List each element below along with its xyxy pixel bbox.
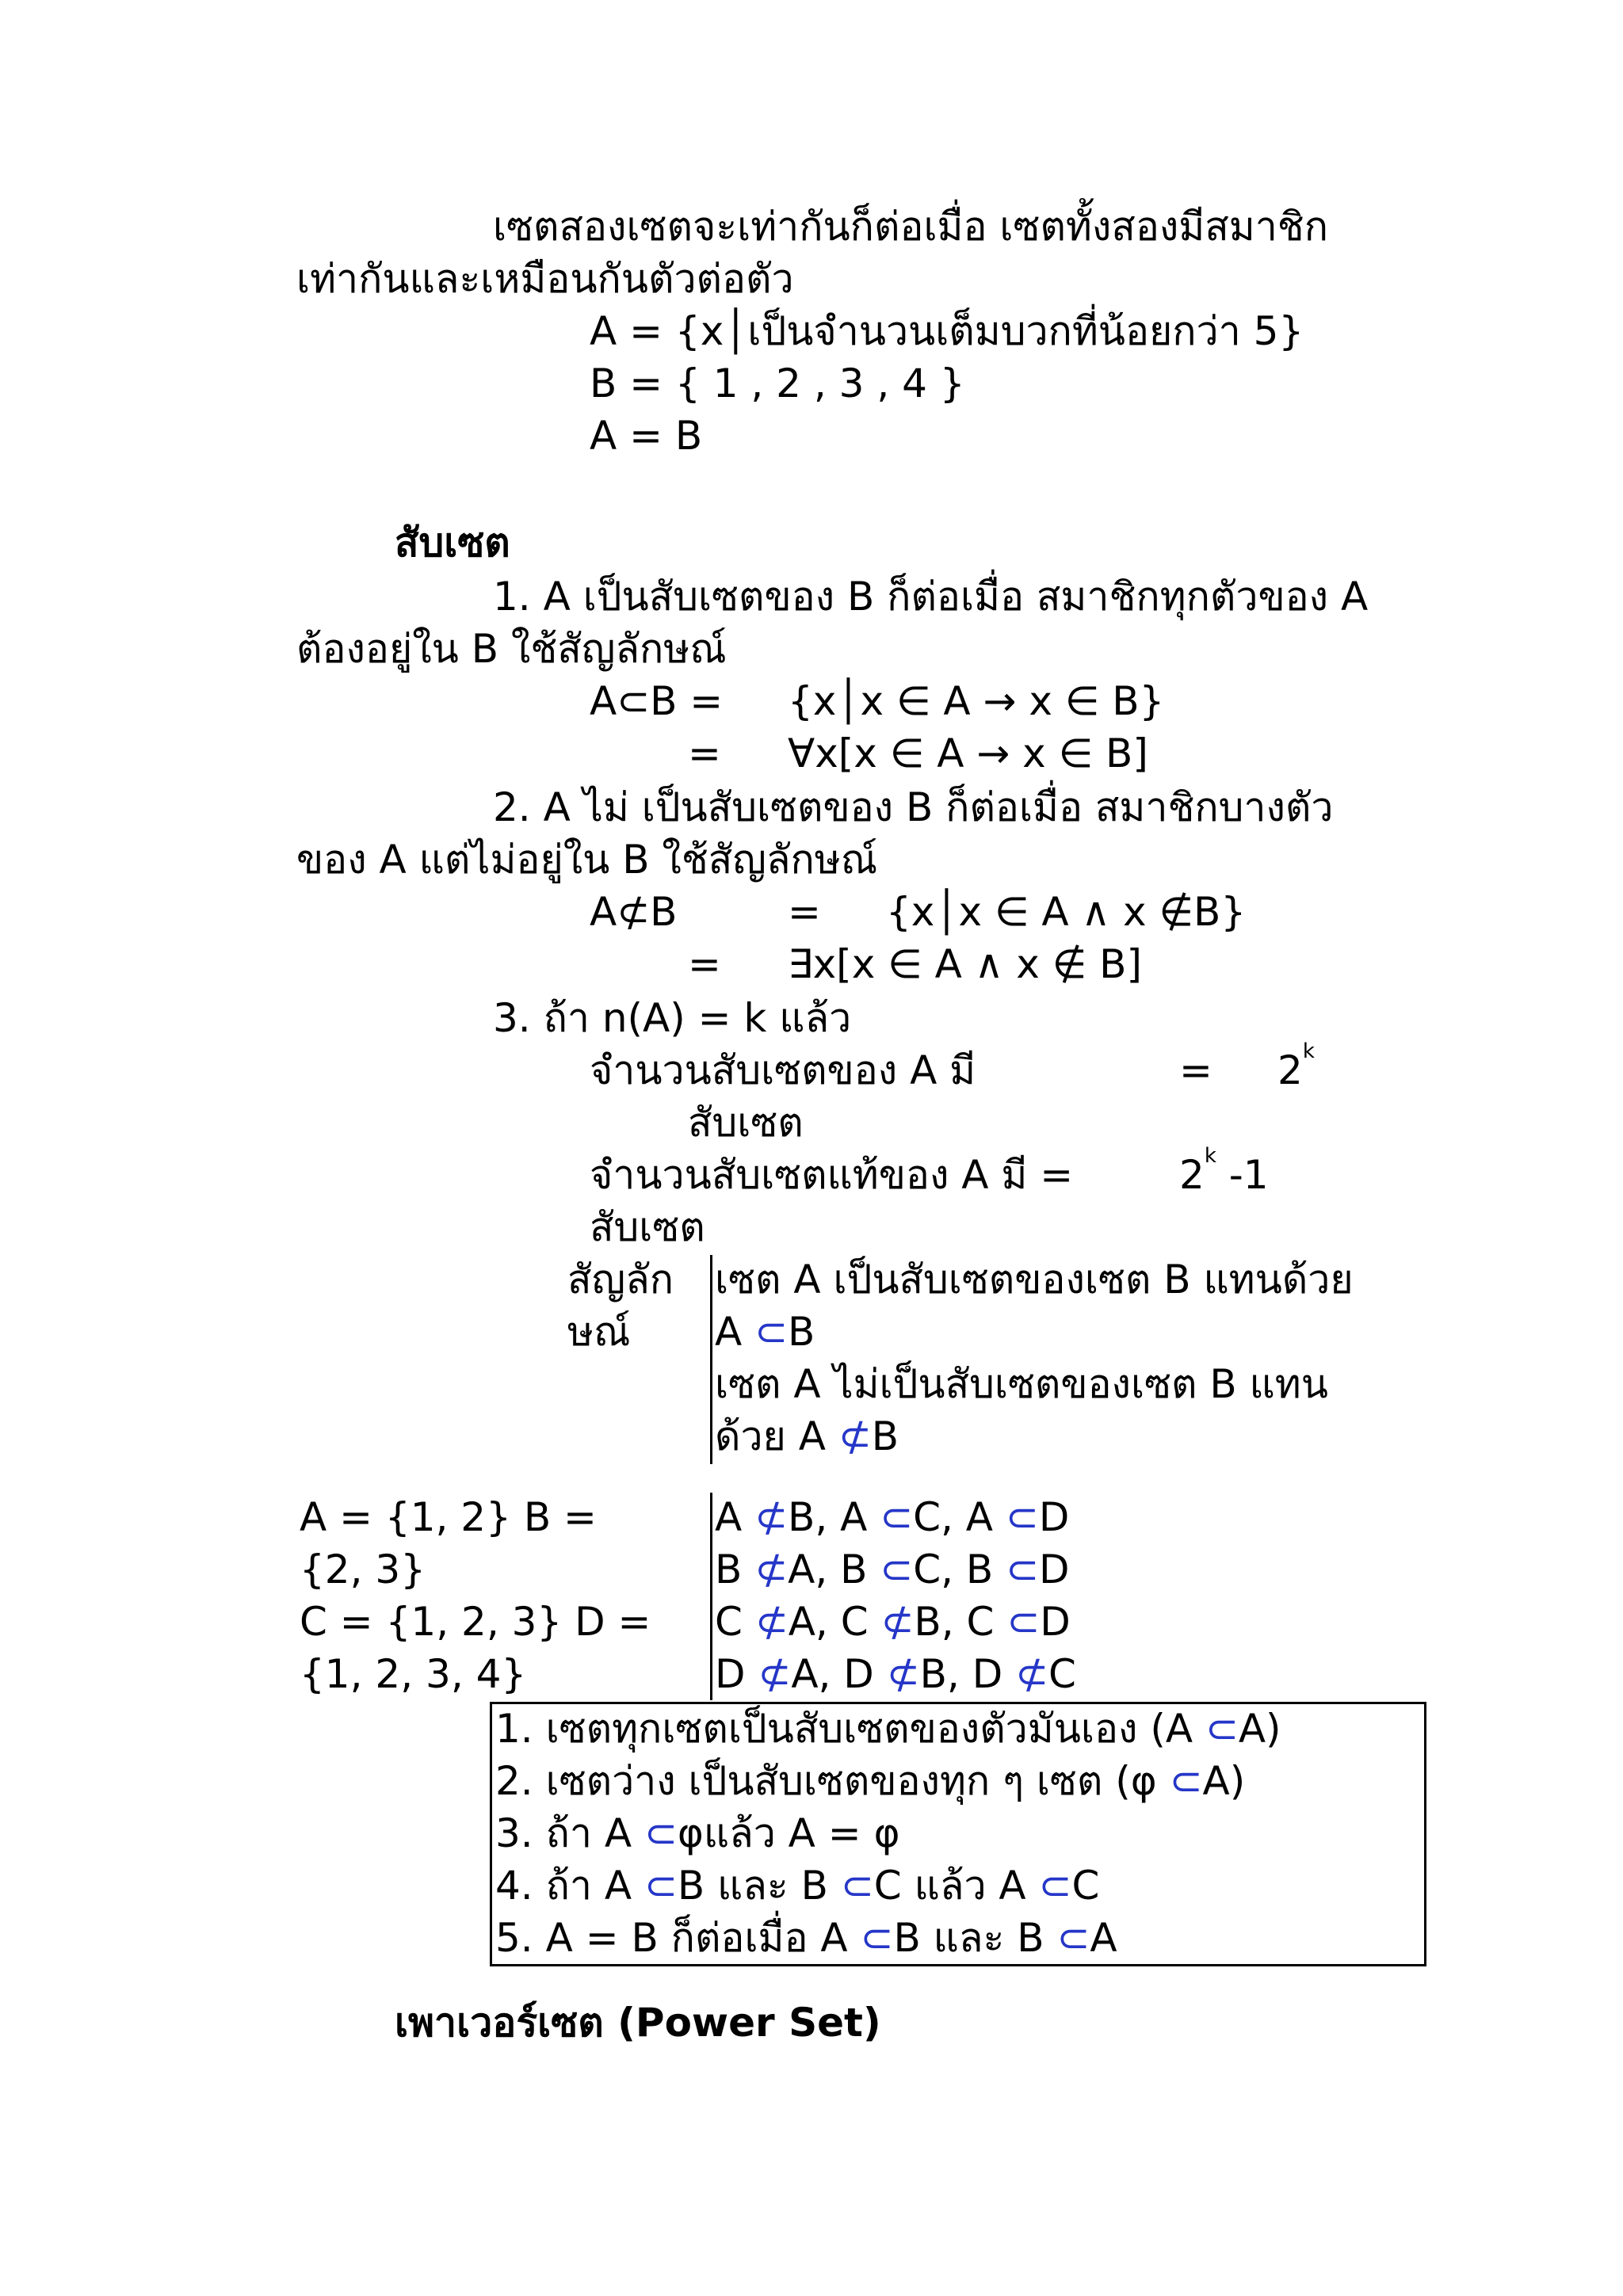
- text-segment: A): [1202, 1758, 1246, 1804]
- not-subset-symbol: ⊄: [754, 1547, 789, 1592]
- example-relation-row: [715, 1648, 1076, 1700]
- not-subset-formula-2-eq: =: [688, 941, 721, 987]
- text-segment: A, B: [788, 1547, 880, 1592]
- not-subset-symbol: ⊄: [880, 1599, 915, 1645]
- property-item: [495, 1755, 1245, 1807]
- subset-point-2-line-1: 2. A ไม่ เป็นสับเซตของ B ก็ต่อเมื่อ สมาชิกบางตัว: [493, 784, 1334, 830]
- text-segment: B: [715, 1547, 755, 1592]
- example-left-row: C = {1, 2, 3} D =: [300, 1599, 651, 1645]
- text-segment: B และ B: [893, 1915, 1057, 1961]
- text-segment: C: [1071, 1863, 1100, 1909]
- subset-formula-2-eq: =: [688, 730, 721, 776]
- subset-symbol: ⊂: [1005, 1494, 1039, 1540]
- subset-symbol: ⊂: [1205, 1706, 1239, 1752]
- subset-formula-lhs: A⊂B =: [590, 678, 724, 724]
- subset-point-2-line-2: ของ A แต่ไม่อยู่ใน B ใช้สัญลักษณ์: [296, 837, 878, 883]
- subset-formula-rhs: {x│x ∈ A → x ∈ B}: [788, 678, 1165, 724]
- text-segment: 5. A = B ก็ต่อเมื่อ A: [495, 1915, 861, 1961]
- not-subset-formula-lhs: A⊄B: [590, 889, 678, 935]
- property-item: [495, 1859, 1099, 1912]
- text-segment: B, A: [788, 1494, 880, 1540]
- example-relation-row: [715, 1491, 1069, 1543]
- example-table-divider: [710, 1493, 712, 1700]
- text-segment: D: [1040, 1599, 1071, 1645]
- text-segment: A: [1090, 1915, 1117, 1961]
- subset-symbol: ⊂: [880, 1547, 914, 1592]
- equal-sets-line-1: เซตสองเซตจะเท่ากันก็ต่อเมื่อ เซตทั้งสองมีสมาชิก: [493, 204, 1328, 250]
- subset-point-1-line-1: 1. A เป็นสับเซตของ B ก็ต่อเมื่อ สมาชิกทุกตัวของ A: [493, 574, 1369, 620]
- text-segment: A, D: [791, 1651, 887, 1697]
- not-subset-symbol: ⊄: [758, 1651, 792, 1697]
- subset-count-value: 2$^k$: [1277, 1039, 1315, 1093]
- subset-point-1-line-2: ต้องอยู่ใน B ใช้สัญลักษณ์: [296, 626, 727, 672]
- example-left-row: {2, 3}: [300, 1547, 426, 1592]
- subset-symbol: ⊂: [880, 1494, 914, 1540]
- symbol-table-divider: [710, 1255, 712, 1464]
- not-subset-formula-2-rhs: ∃x[x ∈ A ∧ x ∉ B]: [788, 941, 1142, 987]
- text-segment: B และ B: [677, 1863, 841, 1909]
- property-item: [495, 1912, 1117, 1964]
- symbol-desc-2-line-1: เซต A ไม่เป็นสับเซตของเซต B แทน: [715, 1361, 1328, 1407]
- property-item: [495, 1807, 900, 1859]
- text-segment: C, A: [913, 1494, 1006, 1540]
- text-segment: D: [1038, 1494, 1070, 1540]
- subset-symbol: ⊂: [1006, 1599, 1041, 1645]
- subset-properties-box: [490, 1702, 1426, 1966]
- text-segment: C, B: [913, 1547, 1006, 1592]
- set-a-definition: A = {x│เป็นจำนวนเต็มบวกที่น้อยกว่า 5}: [590, 308, 1304, 354]
- subset-symbol: ⊂: [1038, 1863, 1072, 1909]
- not-subset-symbol: ⊄: [754, 1599, 789, 1645]
- not-subset-formula-rhs: {x│x ∈ A ∧ x ∉B}: [886, 889, 1247, 935]
- subset-symbol: ⊂: [643, 1810, 678, 1856]
- example-relation-row: [715, 1596, 1071, 1648]
- subset-count-label: จำนวนสับเซตของ A มี: [590, 1047, 976, 1093]
- a-equals-b: A = B: [590, 413, 703, 459]
- proper-subset-count-unit: สับเซต: [590, 1204, 705, 1250]
- symbol-desc-1: เซต A เป็นสับเซตของเซต B แทนด้วย: [715, 1257, 1354, 1302]
- text-segment: φแล้ว A = φ: [677, 1810, 900, 1856]
- text-segment: D: [1039, 1547, 1070, 1592]
- text-segment: A): [1238, 1706, 1281, 1752]
- text-segment: D: [715, 1651, 758, 1697]
- proper-subset-count-label: จำนวนสับเซตแท้ของ A มี =: [590, 1152, 1074, 1198]
- text-segment: C: [715, 1599, 755, 1645]
- subset-symbol: ⊂: [1006, 1547, 1040, 1592]
- power-set-heading: เพาเวอร์เซต (Power Set): [395, 2000, 881, 2046]
- example-left-row: A = {1, 2} B =: [300, 1494, 597, 1540]
- text-segment: B, C: [914, 1599, 1007, 1645]
- symbol-desc-1-symbol: A ⊂B: [715, 1309, 815, 1355]
- proper-subset-count-value: 2$^k$ -1: [1179, 1144, 1269, 1198]
- subset-symbol: ⊂: [1056, 1915, 1090, 1961]
- text-segment: C: [1048, 1651, 1076, 1697]
- subset-symbol: ⊂: [840, 1863, 874, 1909]
- not-subset-symbol: ⊄: [886, 1651, 920, 1697]
- text-segment: A: [715, 1494, 755, 1540]
- equal-sets-line-2: เท่ากันและเหมือนกันตัวต่อตัว: [296, 256, 794, 302]
- symbol-desc-2-line-2: ด้วย A ⊄B: [715, 1413, 899, 1459]
- subset-count-eq: =: [1179, 1047, 1212, 1093]
- not-subset-symbol: ⊄: [1015, 1651, 1048, 1697]
- subset-formula-2-rhs: ∀x[x ∈ A → x ∈ B]: [788, 730, 1148, 776]
- text-segment: 2. เซตว่าง เป็นสับเซตของทุก ๆ เซต (φ: [495, 1758, 1170, 1804]
- text-segment: A, C: [788, 1599, 881, 1645]
- set-b-definition: B = { 1 , 2 , 3 , 4 }: [590, 360, 965, 406]
- symbol-label-2: ษณ์: [567, 1309, 631, 1355]
- subset-count-unit: สับเซต: [688, 1100, 804, 1146]
- symbol-label-1: สัญลัก: [567, 1257, 674, 1302]
- not-subset-formula-eq: =: [788, 889, 821, 935]
- subset-heading: สับเซต: [395, 520, 510, 566]
- example-relation-row: [715, 1543, 1070, 1596]
- subset-symbol: ⊂: [643, 1863, 678, 1909]
- text-segment: C แล้ว A: [873, 1863, 1039, 1909]
- text-segment: 1. เซตทุกเซตเป็นสับเซตของตัวมันเอง (A: [495, 1706, 1205, 1752]
- example-left-row: {1, 2, 3, 4}: [300, 1651, 527, 1697]
- text-segment: 4. ถ้า A: [495, 1863, 644, 1909]
- subset-point-3: 3. ถ้า n(A) = k แล้ว: [493, 995, 852, 1041]
- text-segment: B, D: [919, 1651, 1016, 1697]
- property-item: [495, 1703, 1281, 1755]
- subset-symbol: ⊂: [860, 1915, 894, 1961]
- subset-symbol: ⊂: [1169, 1758, 1203, 1804]
- text-segment: 3. ถ้า A: [495, 1810, 644, 1856]
- not-subset-symbol: ⊄: [754, 1494, 789, 1540]
